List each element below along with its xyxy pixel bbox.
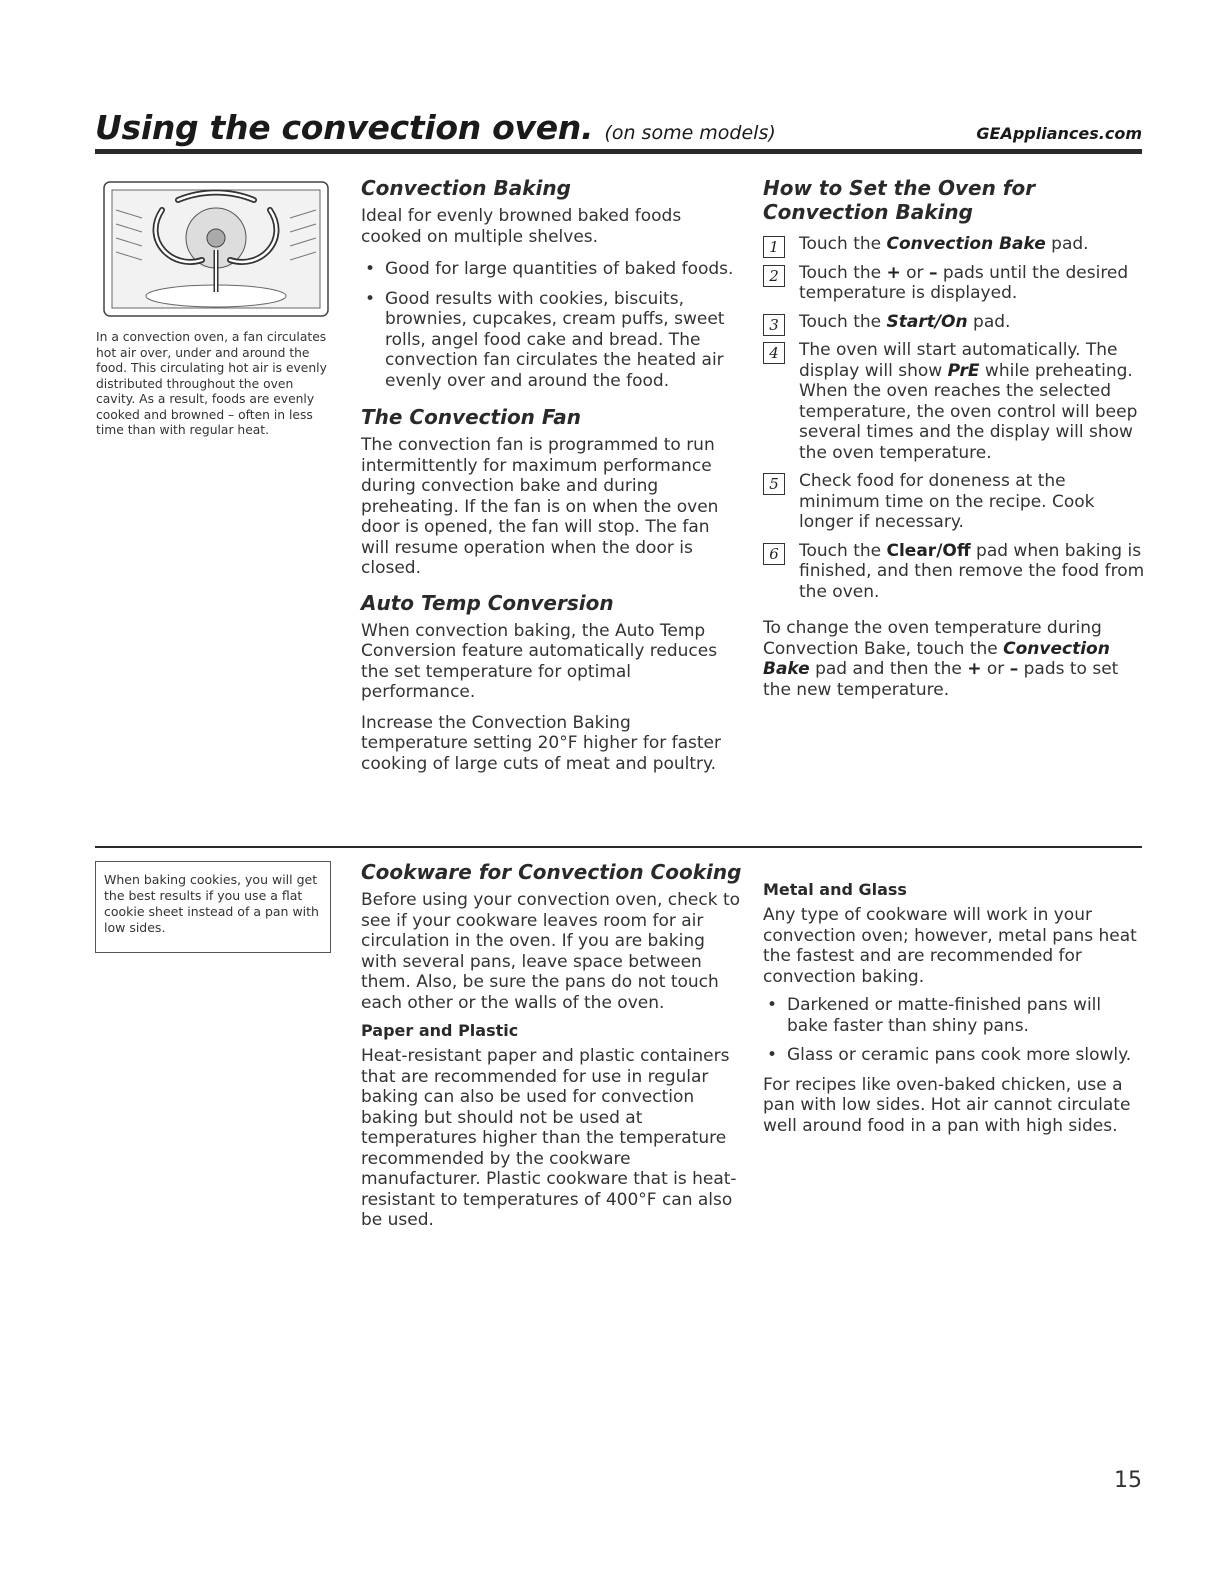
step-3: 3 Touch the Start/On pad.: [763, 312, 1145, 333]
cookware-intro: Before using your convection oven, check to see if your cookware leaves room for air circulation in the oven. If you are baking with several pans, leave space between them. Also, be sure the pans do not touch each other or the walls of the oven.: [361, 890, 741, 1013]
auto-temp-p2: Increase the Convection Baking temperature setting 20°F higher for faster cooking of large cuts of meat and poultry.: [361, 712, 721, 774]
convection-fan-heading: The Convection Fan: [361, 405, 581, 429]
step-5: 5 Check food for doneness at the minimum time on the recipe. Cook longer if necessary.: [763, 471, 1145, 533]
convection-baking-heading: Convection Baking: [361, 176, 571, 200]
recipes-note: For recipes like oven-baked chicken, use a pan with low sides. Hot air cannot circulate well around food in a pan with high sides.: [763, 1074, 1131, 1136]
auto-temp-heading: Auto Temp Conversion: [361, 590, 614, 615]
how-to-heading: How to Set the Oven for Convection Baking: [763, 176, 1036, 224]
step-number: 1: [763, 236, 785, 258]
step-number: 4: [763, 342, 785, 364]
list-item: • Glass or ceramic pans cook more slowly.: [763, 1045, 1145, 1066]
page-number: 15: [1114, 1468, 1142, 1493]
paper-plastic-heading: Paper and Plastic: [361, 1021, 519, 1040]
convection-fan-body: The convection fan is programmed to run intermittently for maximum performance during convection bake and during preheating. If the fan is on when the oven door is opened, the fan will stop. The fan will resume operation when the door is closed.: [361, 435, 719, 578]
step-1: 1 Touch the Convection Bake pad.: [763, 234, 1145, 255]
change-temp-note: To change the oven temperature during Convection Bake, touch the Convection Bake pad and then the + or – pads to set the new temperature.: [763, 618, 1119, 700]
header-rule: [95, 149, 1142, 154]
step-number: 3: [763, 314, 785, 336]
auto-temp-p1: When convection baking, the Auto Temp Conversion feature automatically reduces the set temperature for optimal performance.: [361, 620, 718, 702]
tip-box: When baking cookies, you will get the best results if you use a flat cookie sheet instead of a pan with low sides.: [95, 861, 331, 953]
step-number: 2: [763, 265, 785, 287]
step-number: 5: [763, 473, 785, 495]
page-subtitle: (on some models): [604, 122, 776, 144]
website-label: GEAppliances.com: [976, 124, 1142, 143]
step-6: 6 Touch the Clear/Off pad when baking is finished, and then remove the food from the oven.: [763, 541, 1145, 603]
section-how-to-set: [763, 176, 1145, 700]
list-item: • Darkened or matte-finished pans will bake faster than shiny pans.: [763, 995, 1145, 1036]
paper-plastic-body: Heat-resistant paper and plastic containers that are recommended for use in regular baking can also be used for convection baking but should not be used at temperatures higher than the temperature recommended by the cookware manufacturer. Plastic cookware that is heat-resistant to temperatures of 400°F can also be used.: [361, 1046, 737, 1230]
step-2: 2 Touch the + or – pads until the desired temperature is displayed.: [763, 263, 1145, 304]
convection-fan-icon: [102, 180, 330, 318]
metal-glass-body: Any type of cookware will work in your convection oven; however, metal pans heat the fastest and are recommended for convection baking.: [763, 905, 1137, 987]
step-4: 4 The oven will start automatically. The display will show PrE while preheating. When the oven reaches the selected temperature, the oven control will beep several times and the display will show the oven temperature.: [763, 340, 1145, 463]
list-item: • Good results with cookies, biscuits, brownies, cupcakes, cream puffs, sweet rolls, angel food cake and bread. The convection fan circulates the heated air evenly over and around the food.: [361, 289, 741, 392]
convection-baking-intro: Ideal for evenly browned baked foods cooked on multiple shelves.: [361, 206, 682, 247]
oven-fan-illustration: [102, 180, 330, 318]
section-divider: [95, 846, 1142, 848]
illustration-caption: In a convection oven, a fan circulates hot air over, under and around the food. This circulating hot air is evenly distributed throughout the oven cavity. As a result, foods are evenly cooked and browned – often in less time than with regular heat.: [96, 330, 327, 437]
section-metal-glass: [763, 880, 1145, 1136]
page-title: [95, 108, 776, 147]
metal-glass-heading: Metal and Glass: [763, 880, 907, 899]
cookware-heading: Cookware for Convection Cooking: [361, 860, 742, 884]
section-convection-baking: [361, 176, 741, 774]
page-title-text: Using the convection oven.: [95, 108, 594, 147]
list-item: • Good for large quantities of baked foods.: [361, 259, 741, 280]
step-number: 6: [763, 543, 785, 565]
section-cookware: [361, 860, 743, 1231]
